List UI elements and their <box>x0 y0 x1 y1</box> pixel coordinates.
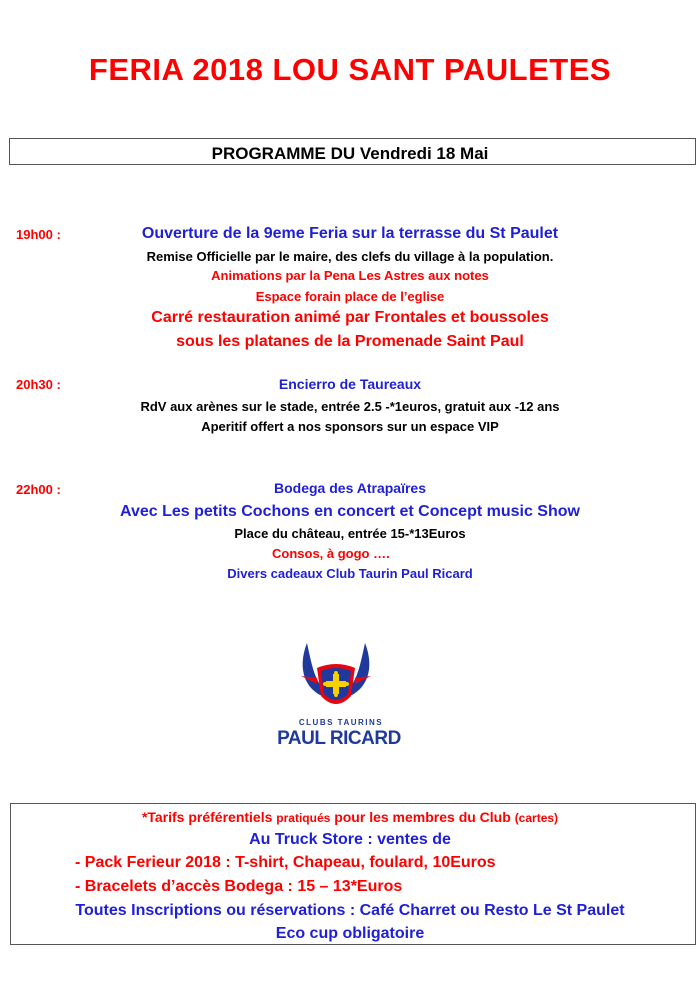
tariffs-line1-b: pratiqués <box>276 811 331 825</box>
tariffs-line1-a: *Tarifs préférentiels <box>141 809 273 825</box>
event-time-1900: 19h00 : <box>16 227 61 242</box>
event-line: Divers cadeaux Club Taurin Paul Ricard <box>227 566 473 581</box>
event-line: Place du château, entrée 15-*13Euros <box>234 526 466 541</box>
tariffs-line1-d: (cartes) <box>514 811 559 825</box>
logo-top-text: CLUBS TAURINS <box>298 718 384 727</box>
event-line: Consos, à gogo …. <box>272 546 390 561</box>
tariffs-line1 <box>0 809 700 825</box>
event-line: Animations par la Pena Les Astres aux notes <box>211 268 489 283</box>
event-line: Avec Les petits Cochons en concert et Concept music Show <box>120 503 580 520</box>
event-line: sous les platanes de la Promenade Saint Paul <box>176 333 524 350</box>
tariffs-line2: Au Truck Store : ventes de <box>249 831 451 848</box>
event-line: Aperitif offert a nos sponsors sur un espace VIP <box>201 419 499 434</box>
event-time-2030: 20h30 : <box>16 377 61 392</box>
event-line: Espace forain place de l’eglise <box>255 289 445 304</box>
tariffs-line5: Toutes Inscriptions ou réservations : Café Charret ou Resto Le St Paulet <box>75 902 625 919</box>
event-headline-bodega: Bodega des Atrapaïres <box>274 480 426 496</box>
event-line: RdV aux arènes sur le stade, entrée 2.5 -*1euros, gratuit aux -12 ans <box>140 399 560 414</box>
event-line: Carré restauration animé par Frontales et boussoles <box>151 309 549 326</box>
tariffs-line1-c: pour les membres du Club <box>334 809 511 825</box>
logo-brand: PAUL RICARD <box>277 728 401 749</box>
event-line: Remise Officielle par le maire, des clefs du village à la population. <box>146 249 554 264</box>
event-headline-opening: Ouverture de la 9eme Feria sur la terrasse du St Paulet <box>141 225 559 242</box>
programme-label: PROGRAMME DU Vendredi 18 Mai <box>211 144 489 163</box>
tariffs-line6: Eco cup obligatoire <box>275 925 425 942</box>
page-title: FERIA 2018 LOU SANT PAULETES <box>88 52 612 87</box>
event-time-2200: 22h00 : <box>16 482 61 497</box>
event-headline-encierro: Encierro de Taureaux <box>278 376 422 392</box>
tariffs-line4: - Bracelets d’accès Bodega : 15 – 13*Euros <box>75 878 403 895</box>
tariffs-line3: - Pack Ferieur 2018 : T-shirt, Chapeau, foulard, 10Euros <box>75 854 496 871</box>
